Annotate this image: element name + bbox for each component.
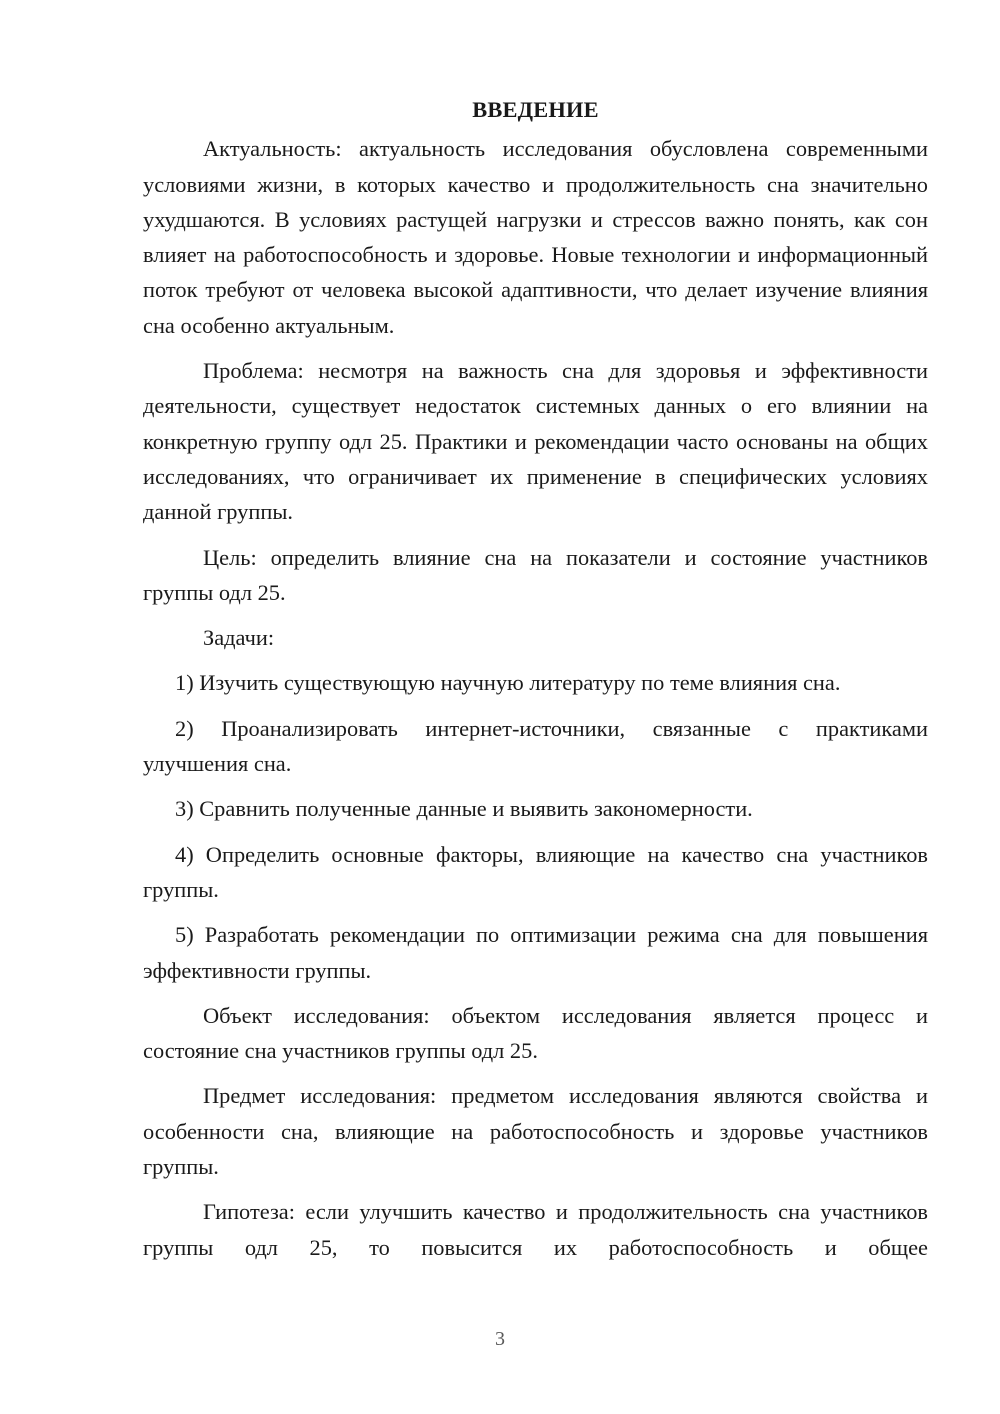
object-paragraph: Объект исследования: объектом исследования является процесс и состояние сна участников группы одл 25.	[143, 1002, 928, 1064]
goal-paragraph: Цель: определить влияние сна на показатели и состояние участников группы одл 25.	[143, 544, 928, 605]
task-item: 5) Разработать рекомендации по оптимизации режима сна для повышения эффективности группы.	[143, 922, 928, 983]
tasks-heading: Задачи:	[203, 625, 275, 651]
hypothesis-paragraph: Гипотеза: если улучшить качество и продолжительность сна участников группы одл 25, то повысится их работоспособность и общее	[143, 1199, 928, 1260]
page-content	[143, 92, 928, 1275]
problem-paragraph: Проблема: несмотря на важность сна для здоровья и эффективности деятельности, существует недостаток системных данных о его влиянии на конкретную группу одл 25. Практики и рекомендации часто основаны на общих исследованиях, что ограничивает их применение в специфических условиях данной группы.	[143, 358, 928, 525]
task-item: 4) Определить основные факторы, влияющие на качество сна участников группы.	[143, 841, 928, 902]
relevance-paragraph: Актуальность: актуальность исследования обусловлена современными условиями жизни, в которых качество и продолжительность сна значительно ухудшаются. В условиях растущей нагрузки и стрессов важно понять, как сон влияет на работоспособность и здоровье. Новые технологии и информационный поток требуют от человека высокой адаптивности, что делает изучение влияния сна особенно актуальным.	[143, 136, 928, 338]
task-item: 2) Проанализировать интернет-источники, связанные с практиками улучшения сна.	[143, 715, 928, 777]
subject-paragraph: Предмет исследования: предметом исследования являются свойства и особенности сна, влияющие на работоспособность и здоровье участников группы.	[143, 1083, 928, 1180]
section-title: ВВЕДЕНИЕ	[472, 97, 599, 122]
page-number: 3	[495, 1328, 505, 1350]
task-item: 3) Сравнить полученные данные и выявить закономерности.	[175, 796, 753, 822]
task-item: 1) Изучить существующую научную литературу по теме влияния сна.	[175, 670, 841, 696]
